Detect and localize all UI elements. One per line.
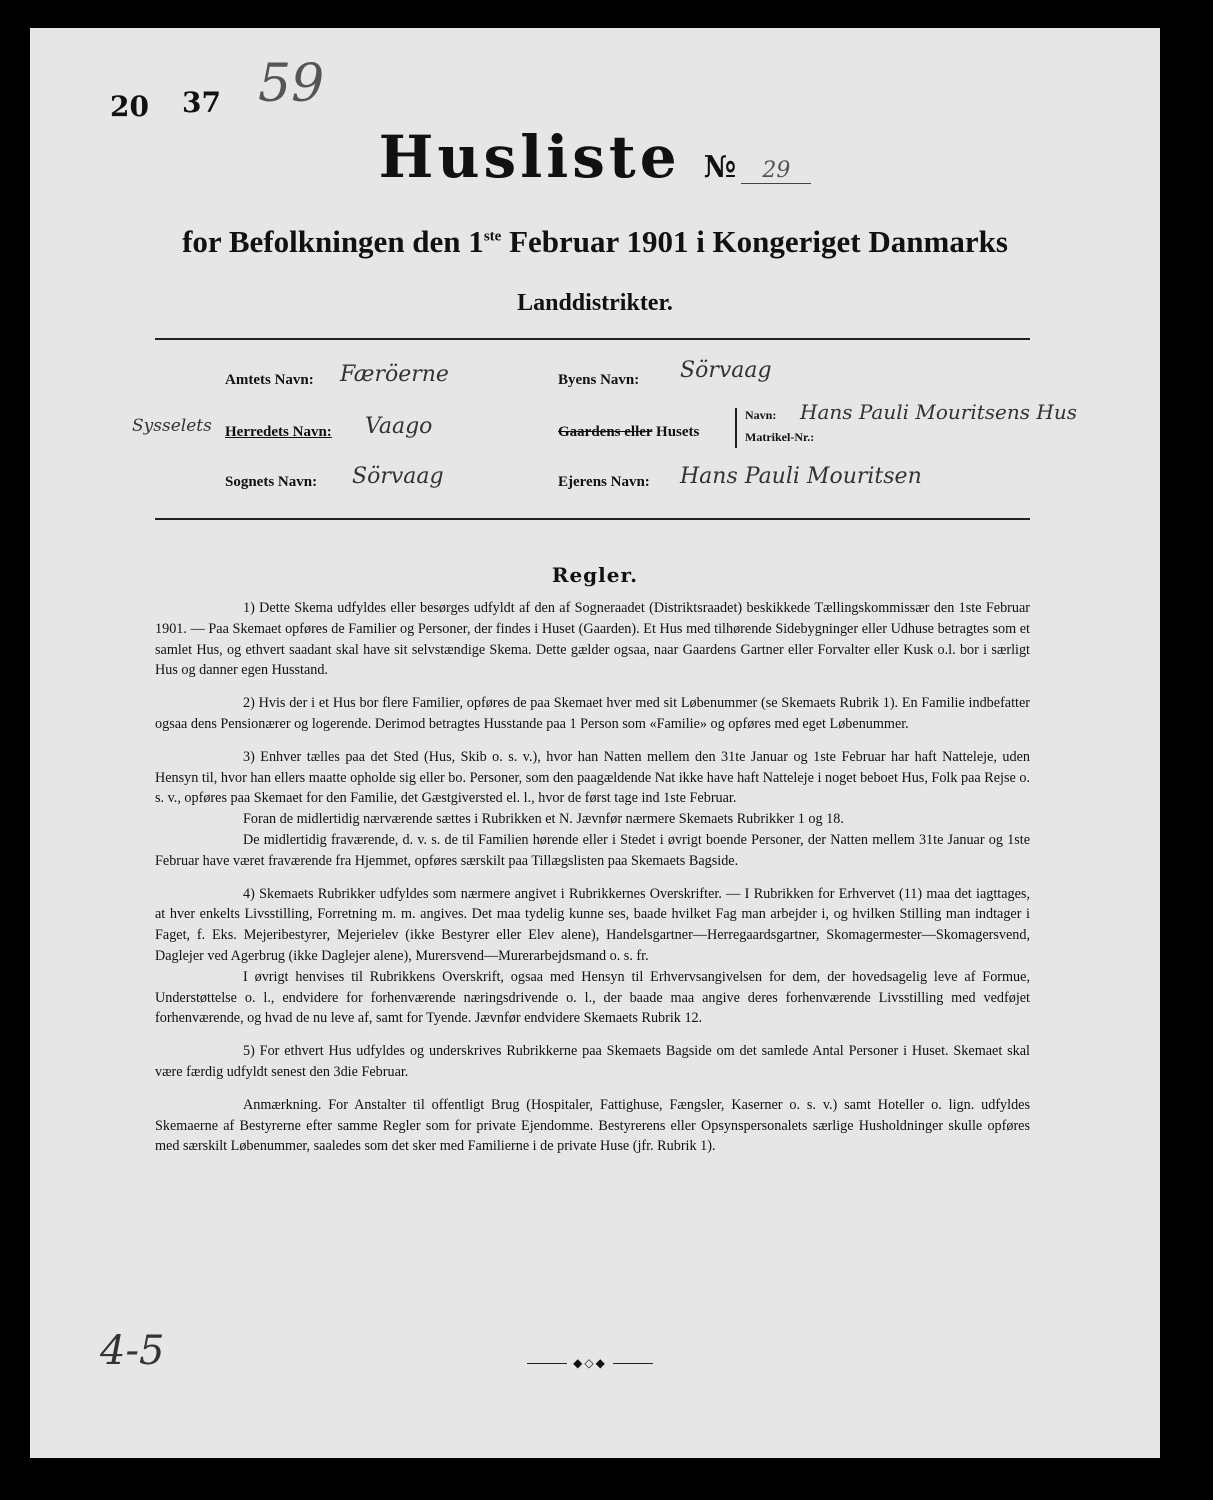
handwritten-page-number: 59: [258, 54, 325, 114]
herred-prefix-handwritten: Sysselets: [132, 416, 212, 436]
title-text: Husliste: [378, 123, 681, 191]
subtitle-sup: ste: [483, 228, 502, 245]
sogn-label: Sognets Navn:: [225, 474, 318, 490]
bottom-handwritten-note: 4-5: [100, 1328, 165, 1374]
sogn-value: Sörvaag: [352, 464, 444, 489]
census-form-page: [30, 28, 1160, 1458]
rule-2: 2) Hvis der i et Hus bor flere Familier, opføres de paa Skemaet hver med sit Løbenummer (se Skemaets Rubrik 1). En Familie indbefatter ogsaa dens Pensionærer og logerende. Derimod betragtes Husstande paa 1 Person som «Familie» og opføres med eget Løbenummer.: [155, 695, 1030, 732]
rules-heading: Regler.: [551, 563, 639, 587]
rule-1: 1) Dette Skema udfyldes eller besørges udfyldt af den af Sogneraadet (Distriktsraadet) beskikkede Tællingskommissær den 1ste Februar 1901. — Paa Skemaet opføres de Familier og Personer, der findes i Huset (Gaarden). Et Hus med tilhørende Sidebygninger eller Udhuse betragtes som et samlet Hus, og ethvert saadant skal have sit selvstændige Skema. Dette gælder ogsaa, naar Gaardens Gartner eller Forvalter eller Kusk o.l. bor i særligt Hus og danner egen Husstand.: [155, 600, 1030, 679]
rule-3-note-b: De midlertidig fraværende, d. v. s. de til Familien hørende eller i Stedet i øvrigt boende Personer, der Natten mellem 31te Januar og 1ste Februar have været fraværende fra Hjemmet, opføres særskilt paa Tillægslisten paa Skemaets Bagside.: [155, 831, 1030, 869]
number-value: 29: [741, 158, 811, 184]
district-type: Landdistrikter.: [517, 290, 673, 316]
top-divider: [155, 338, 1030, 340]
rule-3-note-a: Foran de midlertidig nærværende sættes i Rubrikken et N. Jævnfør nærmere Skemaets Rubrikker 1 og 18.: [243, 811, 844, 828]
page-number-left: 20: [110, 90, 149, 123]
page-number-middle: 37: [182, 86, 221, 119]
subtitle-before: for Befolkningen den 1: [182, 224, 484, 259]
navn-label: Navn:: [745, 408, 777, 422]
amt-value: Færöerne: [340, 362, 449, 387]
gaard-label: [558, 424, 699, 441]
herred-label: Herredets Navn:: [225, 424, 332, 440]
rules-list: [155, 598, 1030, 1169]
ornament: ◆◇◆: [520, 1356, 660, 1370]
form-subtitle: [30, 224, 1160, 260]
middle-divider: [155, 518, 1030, 520]
herred-value: Vaago: [365, 414, 433, 439]
gaard-label-main: Husets: [656, 424, 700, 440]
by-value: Sörvaag: [680, 358, 772, 383]
rule-5: 5) For ethvert Hus udfyldes og underskrives Rubrikkerne paa Skemaets Bagside om det samlede Antal Personer i Huset. Skemaet skal være færdig udfyldt senest den 3die Februar.: [155, 1043, 1030, 1080]
remark: Anmærkning. For Anstalter til offentligt Brug (Hospitaler, Fattighuse, Fængsler, Kaserner o. s. v.) samt Hoteller o. lign. udfyldes Skemaerne af Bestyrerne efter samme Regler som for private Ejendomme. Bestyrerens eller Opsynspersonalets særlige Husholdninger skulle opføres med særskilt Løbenummer, saaledes som det sker med Familierne i de private Huse (jfr. Rubrik 1).: [155, 1096, 1030, 1155]
ejer-label: Ejerens Navn:: [558, 474, 650, 490]
subtitle-after: Februar 1901 i Kongeriget Danmarks: [501, 224, 1008, 259]
rule-4-note: I øvrigt henvises til Rubrikkens Overskrift, ogsaa med Hensyn til Erhvervsangivelsen for dem, der hovedsagelig leve af Formue, Understøttelse o. l., endvidere for forhenværende næringsdrivende o. l., der baade maa angive deres forhenværende Livsstilling med vedføjet forhenværende, og hvad de nu leve af, samt for Tyende. Jævnfør endvidere Skemaets Rubrik 12.: [155, 968, 1030, 1027]
form-title: [30, 123, 1160, 191]
rule-3: 3) Enhver tælles paa det Sted (Hus, Skib o. s. v.), hvor han Natten mellem den 31te Januar og 1ste Februar har haft Natteleje, uden Hensyn til, hvor han ellers maatte opholde sig eller bo. Personer, som den paagældende Nat ikke have haft Natteleje i noget beboet Hus, Folk paa Rejse o. s. v., opføres paa Skemaet for den Familie, det Gæstgiversted el. l., hvor de først tage ind 1ste Februar.: [155, 748, 1030, 807]
amt-label: Amtets Navn:: [225, 372, 314, 388]
by-label: Byens Navn:: [558, 372, 640, 388]
matrikel-label: Matrikel-Nr.:: [745, 430, 815, 444]
navn-value: Hans Pauli Mouritsens Hus: [800, 400, 1077, 424]
gaard-label-struck: Gaardens eller: [558, 424, 653, 440]
rule-4: 4) Skemaets Rubrikker udfyldes som nærmere angivet i Rubrikkernes Overskrifter. — I Rubrikken for Erhvervet (11) maa det iagttages, at hver enkelts Livsstilling, Forretning m. m. angives. Det maa tydelig kunne ses, baade hvilket Fag man arbejder i, og hvilken Stilling man indtager i Faget, f. Eks. Mejeribestyrer, Mejerielev (ikke Bestyrer eller Elev alene), Handelsgartner—Herregaardsgartner, Skomagermester—Skomagersvend, Daglejer ved Agerbrug (ikke Daglejer alene), Murersvend—Murerarbejdsmand o. s. fr.: [155, 885, 1030, 964]
bracket: [735, 408, 737, 448]
ejer-value: Hans Pauli Mouritsen: [680, 464, 922, 489]
number-label: №: [703, 150, 737, 185]
